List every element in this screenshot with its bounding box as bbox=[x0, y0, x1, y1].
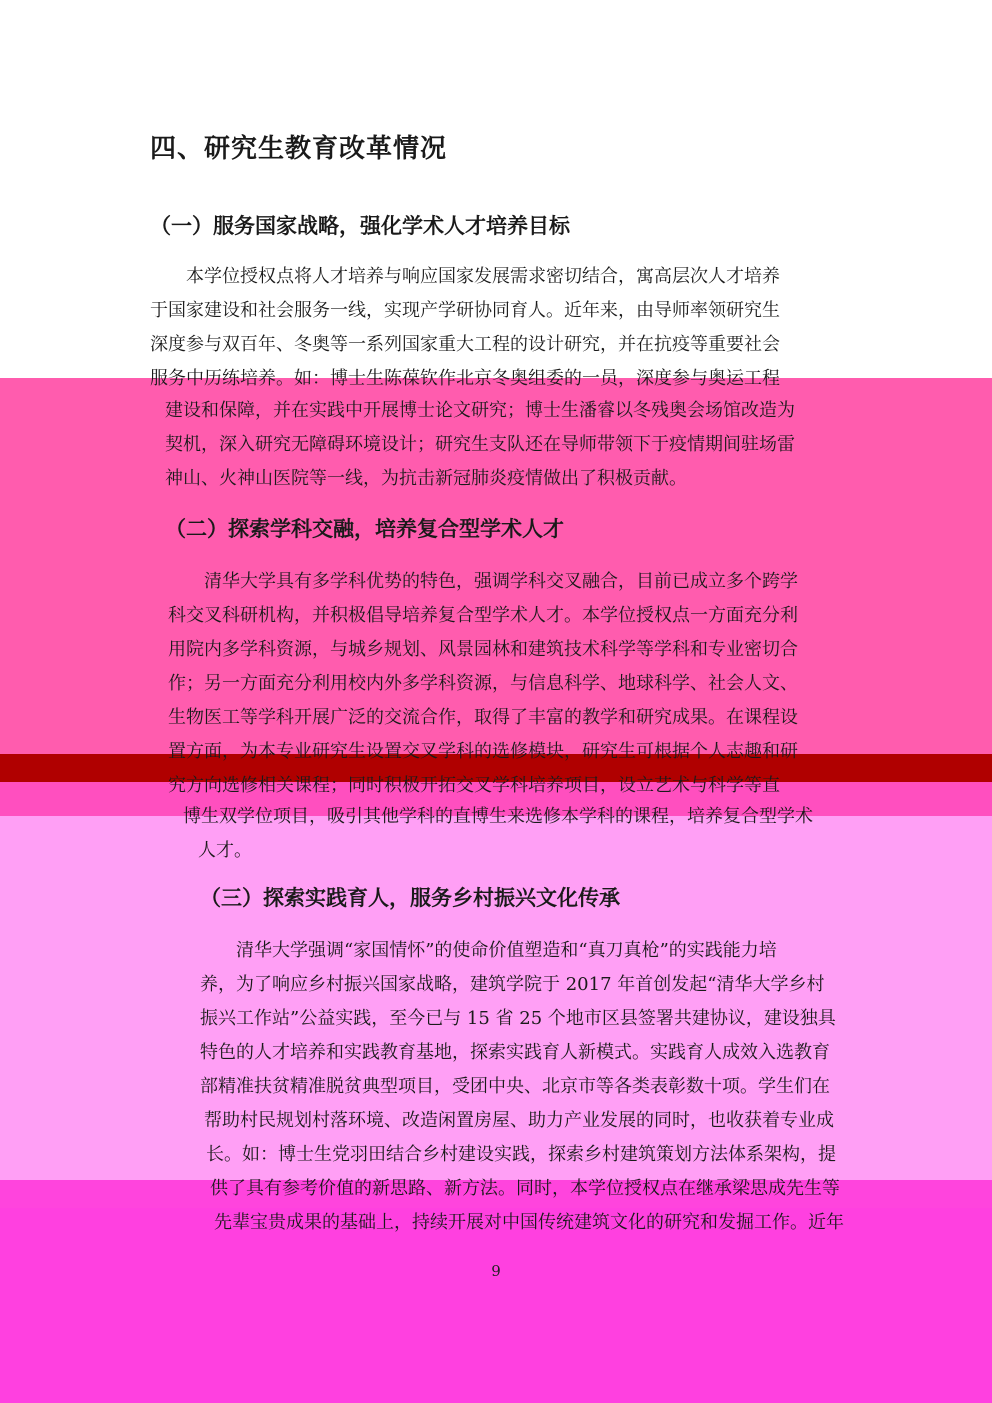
subsection-2-title: （二）探索学科交融，培养复合型学术人才 bbox=[165, 517, 564, 541]
subsection-2-body bbox=[168, 565, 868, 803]
body-line: 深度参与双百年、冬奥等一系列国家重大工程的设计研究，并在抗疫等重要社会 bbox=[150, 334, 780, 355]
subsection-1-body bbox=[150, 260, 850, 396]
body-line: 置方面，为本专业研究生设置交叉学科的选修模块，研究生可根据个人志趣和研 bbox=[168, 741, 798, 762]
body-line: 特色的人才培养和实践教育基地，探索实践育人新模式。实践育人成效入选教育 bbox=[200, 1042, 830, 1063]
body-line: 究方向选修相关课程；同时积极开拓交叉学科培养项目，设立艺术与科学等直 bbox=[168, 775, 780, 796]
subsection-3-title: （三）探索实践育人，服务乡村振兴文化传承 bbox=[200, 886, 620, 910]
subsection-3-body bbox=[200, 934, 890, 1240]
body-line: 于国家建设和社会服务一线，实现产学研协同育人。近年来，由导师率领研究生 bbox=[150, 300, 780, 321]
section-title: 四、研究生教育改革情况 bbox=[150, 134, 448, 164]
body-line: 部精准扶贫精准脱贫典型项目，受团中央、北京市等各类表彰数十项。学生们在 bbox=[200, 1076, 830, 1097]
body-line: 人才。 bbox=[198, 840, 252, 861]
body-line: 用院内多学科资源，与城乡规划、风景园林和建筑技术科学等学科和专业密切合 bbox=[168, 639, 798, 660]
page-number: 9 bbox=[491, 1262, 501, 1280]
body-line: 作；另一方面充分利用校内外多学科资源，与信息科学、地球科学、社会人文、 bbox=[168, 673, 798, 694]
body-line: 科交叉科研机构，并积极倡导培养复合型学术人才。本学位授权点一方面充分利 bbox=[168, 605, 798, 626]
subsection-1-body-cont bbox=[165, 394, 865, 496]
body-line: 博生双学位项目，吸引其他学科的直博生来选修本学科的课程，培养复合型学术 bbox=[183, 806, 813, 827]
body-line: 供了具有参考价值的新思路、新方法。同时，本学位授权点在继承梁思成先生等 bbox=[210, 1178, 840, 1199]
body-line: 本学位授权点将人才培养与响应国家发展需求密切结合，寓高层次人才培养 bbox=[186, 266, 780, 287]
body-line: 建设和保障，并在实践中开展博士论文研究；博士生潘睿以冬残奥会场馆改造为 bbox=[165, 400, 795, 421]
body-line: 清华大学强调“家国情怀”的使命价值塑造和“真刀真枪”的实践能力培 bbox=[236, 940, 777, 961]
body-line: 契机，深入研究无障碍环境设计；研究生支队还在导师带领下于疫情期间驻场雷 bbox=[165, 434, 795, 455]
body-line: 先辈宝贵成果的基础上，持续开展对中国传统建筑文化的研究和发掘工作。近年 bbox=[214, 1212, 844, 1233]
subsection-1-title: （一）服务国家战略，强化学术人才培养目标 bbox=[150, 214, 570, 238]
body-line: 帮助村民规划村落环境、改造闲置房屋、助力产业发展的同时，也收获着专业成 bbox=[204, 1110, 834, 1131]
body-line: 养，为了响应乡村振兴国家战略，建筑学院于 2017 年首创发起“清华大学乡村 bbox=[200, 974, 825, 995]
body-line: 长。如：博士生党羽田结合乡村建设实践，探索乡村建筑策划方法体系架构，提 bbox=[206, 1144, 836, 1165]
body-line: 清华大学具有多学科优势的特色，强调学科交叉融合，目前已成立多个跨学 bbox=[204, 571, 798, 592]
body-line: 生物医工等学科开展广泛的交流合作，取得了丰富的教学和研究成果。在课程设 bbox=[168, 707, 798, 728]
body-line: 服务中历练培养。如：博士生陈葆钦作北京冬奥组委的一员，深度参与奥运工程 bbox=[150, 368, 780, 389]
body-line: 振兴工作站”公益实践，至今已与 15 省 25 个地市区县签署共建协议，建设独具 bbox=[200, 1008, 836, 1029]
body-line: 神山、火神山医院等一线，为抗击新冠肺炎疫情做出了积极贡献。 bbox=[165, 468, 687, 489]
subsection-2-body-cont bbox=[183, 800, 888, 868]
